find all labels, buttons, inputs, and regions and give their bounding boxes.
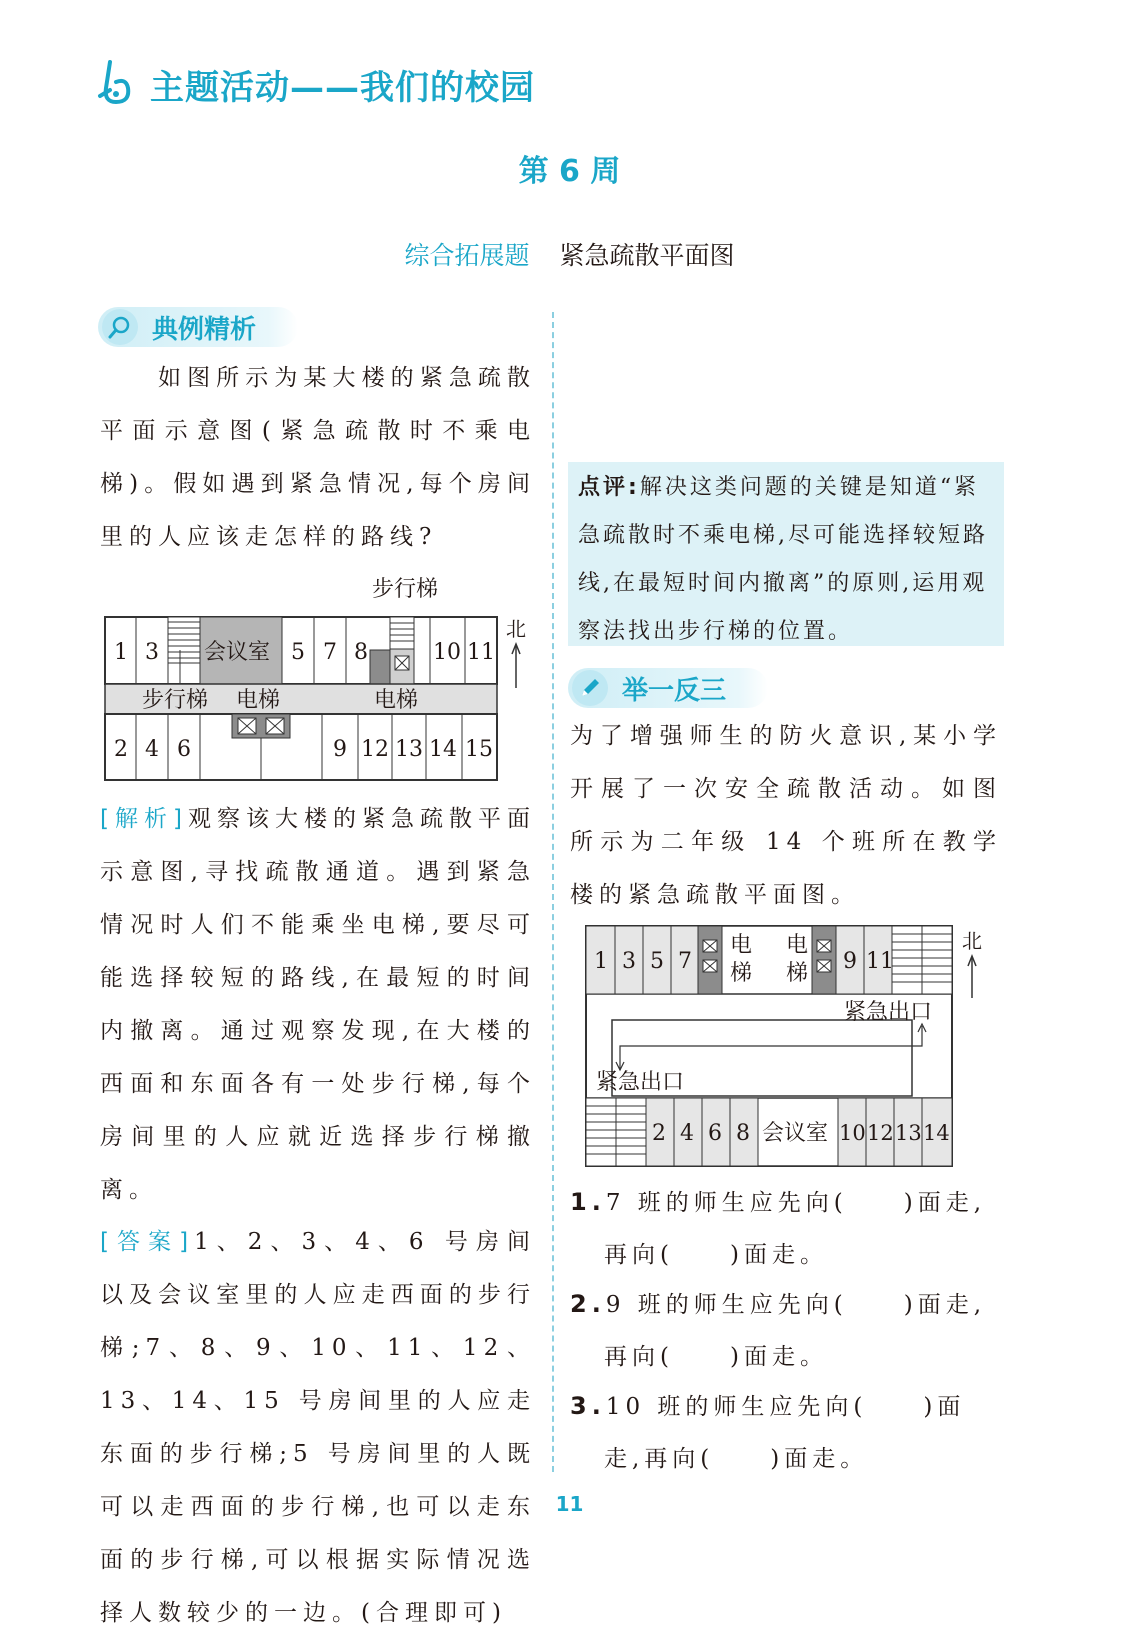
- answer-text: 1、2、3、4、6 号房间以及会议室里的人应走西面的步行梯;7、8、9、10、11、12、13、14、15 号房间里的人应走东面的步行梯;5 号房间里的人既可以走西面的步行梯,也可以走东面的步行梯,可以根据实际情况选择人数较少的一边。(合理即可): [100, 1229, 536, 1626]
- question-2-line2: 再向( )面走。: [604, 1344, 828, 1370]
- question-1: [570, 1176, 1010, 1281]
- map1-room-7: 7: [323, 640, 337, 665]
- map1-room-8: 8: [354, 640, 368, 665]
- map1-room-14: 14: [429, 737, 457, 762]
- map1-elevator-2: 电梯: [374, 688, 419, 713]
- question-1-line1: 7 班的师生应先向( )面走,: [605, 1190, 987, 1216]
- practice-pill: [568, 668, 768, 708]
- map2-room-1: 1: [594, 949, 608, 974]
- map1-stair-label: 步行梯: [372, 577, 439, 602]
- question-3: [570, 1380, 1010, 1485]
- question-2: [570, 1278, 1010, 1383]
- pencil-icon: [572, 670, 608, 706]
- example-question: 如图所示为某大楼的紧急疏散平面示意图(紧急疏散时不乘电梯)。假如遇到紧急情况,每个房间里的人应该走怎样的路线?: [100, 365, 536, 550]
- header-title: 主题活动——我们的校园: [150, 68, 535, 108]
- question-2-line1: 9 班的师生应先向( )面走,: [605, 1292, 987, 1318]
- example-analysis: [100, 793, 536, 1217]
- map2-elevator-left-2: 梯: [730, 961, 753, 986]
- practice-pill-label: 举一反三: [622, 675, 727, 706]
- practice-intro: 为了增强师生的防火意识,某小学开展了一次安全疏散活动。如图所示为二年级 14 个班所在教学楼的紧急疏散平面图。: [570, 723, 1002, 908]
- map1-room-1: 1: [114, 640, 128, 665]
- map2-room-5: 5: [650, 949, 664, 974]
- question-3-line2: 走,再向( )面走。: [604, 1446, 869, 1472]
- map1-room-11: 11: [467, 640, 495, 665]
- map2-room-14: 14: [923, 1121, 950, 1145]
- map1-room-15: 15: [465, 737, 493, 762]
- map2-room-7: 7: [678, 949, 692, 974]
- header-logo-icon: [96, 58, 136, 108]
- map2-room-11: 11: [866, 949, 894, 974]
- question-3-line1: 10 班的师生应先向( )面: [605, 1394, 966, 1420]
- map1-meeting-room: 会议室: [204, 640, 271, 665]
- analysis-tag: [解析]: [100, 806, 188, 832]
- review-text: [578, 464, 998, 656]
- map2-room-10: 10: [839, 1121, 866, 1145]
- map1-stair-west: 步行梯: [142, 688, 209, 713]
- example-pill-label: 典例精析: [152, 314, 257, 345]
- map1-room-10: 10: [433, 640, 461, 665]
- map2-elevator-left-1: 电: [730, 933, 753, 958]
- question-1-line2: 再向( )面走。: [604, 1242, 828, 1268]
- review-tag: 点评:: [578, 475, 640, 500]
- review-body: 解决这类问题的关键是知道“紧急疏散时不乘电梯,尽可能选择较短路线,在最短时间内撤离”的原则,运用观察法找出步行梯的位置。: [578, 475, 988, 644]
- map1-north-label: 北: [506, 617, 526, 641]
- map2-room-13: 13: [895, 1121, 922, 1145]
- map2-room-12: 12: [867, 1121, 894, 1145]
- map2-room-9: 9: [843, 949, 857, 974]
- map-1: [100, 570, 540, 785]
- section-title: [0, 236, 1139, 272]
- example-pill: [98, 307, 298, 347]
- page-number: 11: [555, 1492, 584, 1516]
- map2-room-8: 8: [736, 1121, 750, 1146]
- column-divider: [552, 312, 554, 1472]
- map2-exit-right: 紧急出口: [844, 1000, 933, 1025]
- map2-room-6: 6: [708, 1121, 722, 1146]
- map2-room-2: 2: [652, 1121, 666, 1146]
- question-1-number: 1.: [570, 1188, 606, 1216]
- answer-tag: [答案]: [100, 1229, 195, 1255]
- analysis-text: 观察该大楼的紧急疏散平面示意图,寻找疏散通道。遇到紧急情况时人们不能乘坐电梯,要尽可能选择较短的路线,在最短的时间内撤离。通过观察发现,在大楼的西面和东面各有一处步行梯,每个房间里的人应就近选择步行梯撤离。: [100, 806, 537, 1203]
- map2-exit-left: 紧急出口: [596, 1070, 685, 1095]
- map2-elevator-right-2: 梯: [786, 961, 809, 986]
- map1-room-4: 4: [145, 737, 159, 762]
- map2-room-4: 4: [680, 1121, 694, 1146]
- question-3-number: 3.: [570, 1392, 606, 1420]
- map1-elevator-1: 电梯: [236, 688, 281, 713]
- map1-room-12: 12: [361, 737, 389, 762]
- search-icon: [102, 309, 138, 345]
- section-category: 综合拓展题: [404, 241, 530, 270]
- map2-north-label: 北: [962, 929, 982, 953]
- map2-meeting-room: 会议室: [762, 1121, 829, 1146]
- map1-room-13: 13: [395, 737, 423, 762]
- map-2: [582, 922, 1002, 1172]
- map2-room-3: 3: [622, 949, 636, 974]
- review-box: [568, 462, 1004, 646]
- map1-room-9: 9: [333, 737, 347, 762]
- example-answer: [100, 1216, 536, 1640]
- map1-room-2: 2: [114, 737, 128, 762]
- map1-room-6: 6: [177, 737, 191, 762]
- map1-room-3: 3: [145, 640, 159, 665]
- question-2-number: 2.: [570, 1290, 606, 1318]
- section-name: 紧急疏散平面图: [559, 241, 735, 270]
- map1-room-5: 5: [291, 640, 305, 665]
- week-title: 第 6 周: [518, 154, 621, 189]
- map2-elevator-right-1: 电: [786, 933, 809, 958]
